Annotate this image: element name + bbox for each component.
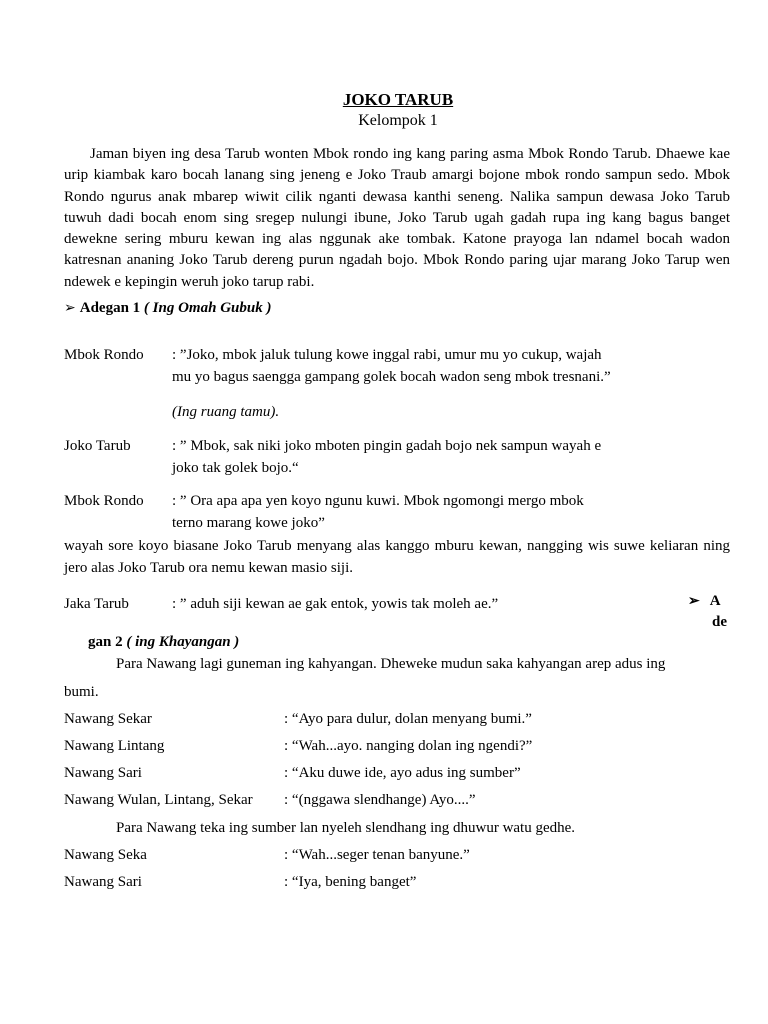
dialog-line: : ”Joko, mbok jaluk tulung kowe inggal rabi, umur mu yo cukup, wajah <box>172 347 602 363</box>
speaker-name: Nawang Sekar <box>64 711 152 727</box>
speaker-name: Mbok Rondo <box>64 493 144 509</box>
speaker-name: Nawang Wulan, Lintang, Sekar <box>64 792 253 808</box>
scene-2-label-part: de <box>712 614 727 630</box>
dialog-line: : “Wah...ayo. nanging dolan ing ngendi?” <box>284 738 533 754</box>
dialog-line: : “Aku duwe ide, ayo adus ing sumber” <box>284 765 521 781</box>
narration-line: Para Nawang teka ing sumber lan nyeleh slendhang ing dhuwur watu gedhe. <box>116 820 576 836</box>
speaker-name: Mbok Rondo <box>64 347 144 363</box>
narration-line: bumi. <box>64 684 99 700</box>
dialog-line: : ” Ora apa apa yen koyo ngunu kuwi. Mbok ngomongi mergo mbok <box>172 493 584 509</box>
speaker-name: Nawang Seka <box>64 847 147 863</box>
scene-2-location: ( ing Khayangan ) <box>126 634 240 650</box>
intro-paragraph: Jaman biyen ing desa Tarub wonten Mbok rondo ing kang paring asma Mbok Rondo Tarub. Dhaewe kae urip kiambak karo bocah lanang sing jeneng e Joko Traub amargi bojone mbok rondo sampun sedo. Mbok Rondo ngurus anak mbarep wiwit cilik nganti dewasa kanthi seneng. Nalika sampun dewasa Joko Tarub tuwuh dadi bocah enom sing sregep nulungi ibune, Joko Tarub ugah gadah rupa ing kang bagus banget dewekne sering mburu kewan ing alas nggunak ake tombak. Katone prayoga lan ndamel bocah wadon katresnan ananing Joko Tarub dereng purun ngadah bojo. Mbok Rondo paring ujar marang Joko Tarup wen ndewek e kepingin weruh joko tarup rabi. <box>64 146 730 290</box>
dialog-line: joko tak golek bojo.“ <box>172 460 299 476</box>
speaker-name: Joko Tarub <box>64 438 131 454</box>
speaker-name: Nawang Sari <box>64 874 142 890</box>
scene-1-label: Adegan 1 <box>79 300 144 316</box>
arrow-bullet-icon: ➢ <box>64 301 76 316</box>
dialog-line: terno marang kowe joko” <box>172 515 325 531</box>
dialog-line: : “(nggawa slendhange) Ayo....” <box>284 792 476 808</box>
speaker-name: Nawang Sari <box>64 765 142 781</box>
scene-2-heading <box>88 634 239 651</box>
scene-1-heading <box>64 300 271 317</box>
scene-2-label-part: gan 2 <box>88 634 127 650</box>
dialog-line: : ” Mbok, sak niki joko mboten pingin gadah bojo nek sampun wayah e <box>172 438 602 454</box>
stage-direction: (Ing ruang tamu). <box>172 404 280 420</box>
scene-1-location: ( Ing Omah Gubuk ) <box>143 300 272 316</box>
speaker-name: Jaka Tarub <box>64 596 129 612</box>
arrow-bullet-icon: ➢ <box>688 594 700 609</box>
dialog-line: : “Ayo para dulur, dolan menyang bumi.” <box>284 711 532 727</box>
speaker-name: Nawang Lintang <box>64 738 165 754</box>
scene-2-heading-fragment <box>688 593 721 610</box>
dialog-line: : ” aduh siji kewan ae gak entok, yowis tak moleh ae.” <box>172 596 499 612</box>
dialog-line: mu yo bagus saengga gampang golek bocah wadon seng mbok tresnani.” <box>172 369 611 385</box>
scene-2-label-part: A <box>709 593 721 609</box>
dialog-line: : “Iya, bening banget” <box>284 874 417 890</box>
dialog-line: : “Wah...seger tenan banyune.” <box>284 847 470 863</box>
page-title: JOKO TARUB <box>342 90 454 109</box>
page-subtitle: Kelompok 1 <box>358 112 438 129</box>
narration-line: Para Nawang lagi guneman ing kahyangan. Dheweke mudun saka kahyangan arep adus ing <box>116 656 666 672</box>
narration-paragraph: wayah sore koyo biasane Joko Tarub menyang alas kanggo mburu kewan, nangging wis suwe keliaran ning jero alas Joko Tarub ora nemu kewan masio siji. <box>64 538 730 576</box>
